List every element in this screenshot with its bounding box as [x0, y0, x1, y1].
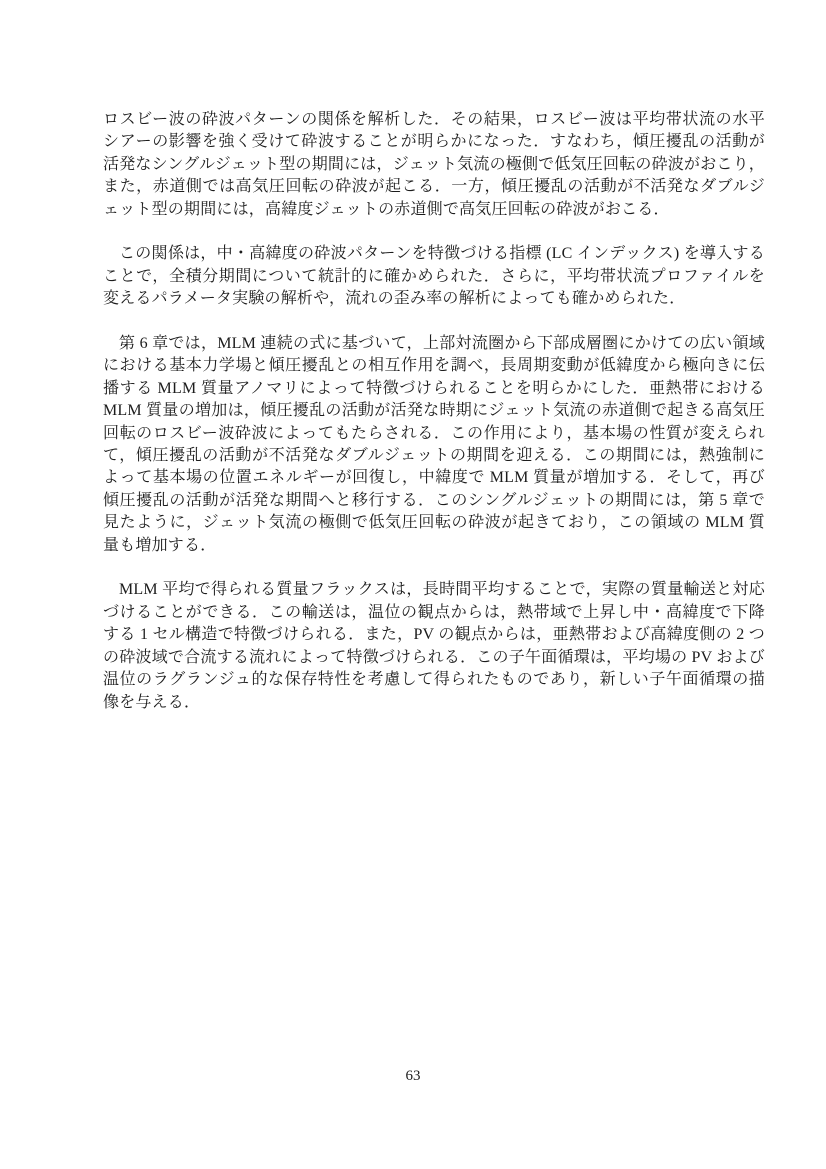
body-text [103, 109, 765, 714]
paragraph-continuation: ロスビー波の砕波パターンの関係を解析した．その結果，ロスビー波は平均帯状流の水平シアーの影響を強く受けて砕波することが明らかになった．すなわち，傾圧擾乱の活動が活発なシングルジェット型の期間には，ジェット気流の極側で低気圧回転の砕波がおこり，また，赤道側では高気圧回転の砕波が起こる．一方，傾圧擾乱の活動が不活発なダブルジェット型の期間には，高緯度ジェットの赤道側で高気圧回転の砕波がおこる． [103, 111, 765, 218]
paragraph-chapter6: 第 6 章では，MLM 連続の式に基づいて，上部対流圏から下部成層圏にかけての広い領域における基本力学場と傾圧擾乱との相互作用を調べ，長周期変動が低緯度から極向きに伝播する MLM 質量アノマリによって特徴づけられることを明らかにした．亜熱帯における MLM 質量の増加は，傾圧擾乱の活動が活発な時期にジェット気流の赤道側で起きる高気圧回転のロスビー波砕波によってもたらされる．この作用により，基本場の性質が変えられて，傾圧擾乱の活動が不活発なダブルジェットの期間を迎える．この期間には，熱強制によって基本場の位置エネルギーが回復し，中緯度で MLM 質量が増加する．そして，再び傾圧擾乱の活動が活発な期間へと移行する．このシングルジェットの期間には，第 5 章で見たように，ジェット気流の極側で低気圧回転の砕波が起きており，この領域の MLM 質量も増加する． [103, 335, 765, 554]
page-number: 63 [405, 1068, 421, 1084]
paragraph-mlm-flux: MLM 平均で得られる質量フラックスは，長時間平均することで，実際の質量輸送と対応づけることができる．この輸送は，温位の観点からは，熱帯域で上昇し中・高緯度で下降する 1 セル構造で特徴づけられる．また，PV の観点からは，亜熱帯および高緯度側の 2 つの砕波域で合流する流れによって特徴づけられる．この子午面循環は，平均場の PV および温位のラグランジュ的な保存特性を考慮して得られたものであり，新しい子午面循環の描像を与える． [103, 581, 765, 711]
paragraph-lc-index: この関係は，中・高緯度の砕波パターンを特徴づける指標 (LC インデックス) を導入することで，全積分期間について統計的に確かめられた．さらに，平均帯状流プロファイルを変えるパラメータ実験の解析や，流れの歪み率の解析によっても確かめられた． [103, 245, 765, 308]
